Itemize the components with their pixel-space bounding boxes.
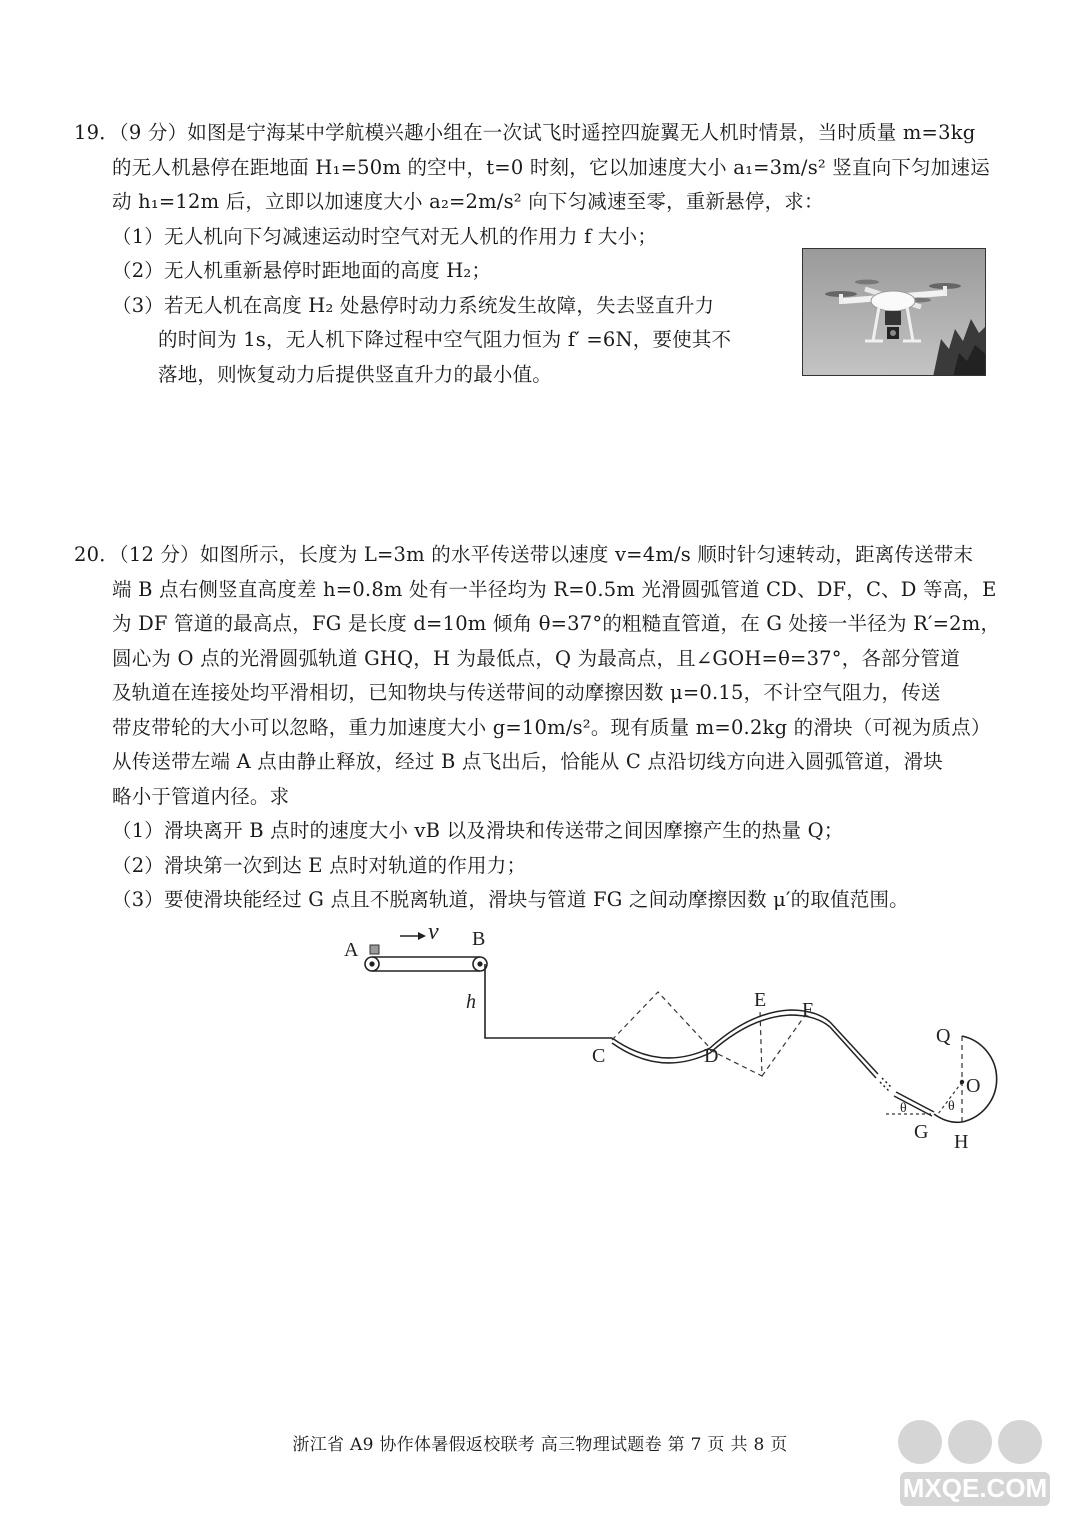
ground-line	[485, 964, 612, 1038]
label-F: F	[802, 999, 814, 1021]
slider-block	[370, 945, 379, 954]
q19-line-3: 动 h₁=12m 后，立即以加速度大小 a₂=2m/s² 向下匀减速至零，重新悬停，求：	[112, 190, 824, 213]
q19-item-3: （3）若无人机在高度 H₂ 处悬停时动力系统发生故障，失去竖直升力	[112, 293, 715, 317]
label-v: v	[428, 919, 439, 945]
q20-line-2: 端 B 点右侧竖直高度差 h=0.8m 处有一半径均为 R=0.5m 光滑圆弧管道 CD、DF，C、D 等高，E	[112, 577, 997, 601]
q19-item-3-cont-1: 的时间为 1s，无人机下降过程中空气阻力恒为 f′ =6N，要使其不	[158, 328, 732, 351]
q19-line-1: 19．（9 分）如图是宁海某中学航模兴趣小组在一次试飞时遥控四旋翼无人机时情景，当时质量 m=3kg	[74, 121, 976, 144]
label-D: D	[704, 1045, 719, 1067]
label-Q: Q	[936, 1025, 951, 1047]
question-20-stem	[74, 538, 1024, 918]
q19-item-2: （2）无人机重新悬停时距地面的高度 H₂；	[112, 259, 492, 282]
q19-item-1: （1）无人机向下匀减速运动时空气对无人机的作用力 f 大小；	[112, 224, 658, 248]
watermark-text: MXQE.COM	[902, 1473, 1048, 1503]
label-O: O	[966, 1075, 981, 1097]
center-O-dot	[960, 1080, 964, 1084]
q20-item-2: （2）滑块第一次到达 E 点时对轨道的作用力；	[112, 853, 527, 877]
pipe-FG	[830, 1022, 934, 1116]
q20-item-3: （3）要使滑块能经过 G 点且不脱离轨道，滑块与管道 FG 之间动摩擦因数 μ′的取值范围。	[112, 888, 909, 911]
q19-item-3-cont-2: 落地，则恢复动力后提供竖直升力的最小值。	[158, 362, 553, 386]
q19-line-2: 的无人机悬停在距地面 H₁=50m 的空中，t=0 时刻，它以加速度大小 a₁=3m/s² 竖直向下匀加速运	[112, 155, 990, 179]
watermark-logo	[880, 1402, 1070, 1522]
label-theta-2: θ	[948, 1099, 955, 1114]
label-h: h	[466, 991, 476, 1013]
label-E: E	[754, 989, 767, 1011]
label-A: A	[344, 939, 359, 961]
q20-line-8: 略小于管道内径。求	[112, 784, 290, 808]
q20-line-3: 为 DF 管道的最高点，FG 是长度 d=10m 倾角 θ=37°的粗糙直管道，在 G 处接一半径为 R′=2m，	[112, 612, 1001, 635]
label-B: B	[472, 928, 486, 950]
velocity-arrow	[400, 932, 426, 940]
q20-line-5: 及轨道在连接处均平滑相切，已知物块与传送带间的动摩擦因数 μ=0.15，不计空气阻力，传送	[112, 681, 941, 704]
label-H: H	[954, 1131, 969, 1153]
q20-line-4: 圆心为 O 点的光滑圆弧轨道 GHQ，H 为最低点，Q 为最高点，且∠GOH=θ=37°，各部分管道	[112, 646, 960, 670]
q20-line-7: 从传送带左端 A 点由静止释放，经过 B 点飞出后，恰能从 C 点沿切线方向进入圆弧管道，滑块	[112, 750, 943, 773]
label-theta-1: θ	[900, 1101, 907, 1116]
drone-photo	[802, 248, 986, 376]
q20-item-1: （1）滑块离开 B 点时的速度大小 vB 以及滑块和传送带之间因摩擦产生的热量 Q；	[112, 819, 844, 842]
label-G: G	[914, 1121, 929, 1143]
drone-image	[803, 249, 986, 376]
q20-line-6: 带皮带轮的大小可以忽略，重力加速度大小 g=10m/s²。现有质量 m=0.2kg 的滑块（可视为质点）	[112, 715, 991, 739]
q20-track-diagram	[330, 912, 1030, 1162]
page-footer: 浙江省 A9 协作体暑假返校联考 高三物理试题卷 第 7 页 共 8 页	[292, 1435, 788, 1455]
conveyor-belt	[365, 957, 487, 971]
q20-line-1: 20．（12 分）如图所示，长度为 L=3m 的水平传送带以速度 v=4m/s 顺时针匀速转动，距离传送带末	[74, 543, 974, 566]
label-C: C	[592, 1045, 606, 1067]
